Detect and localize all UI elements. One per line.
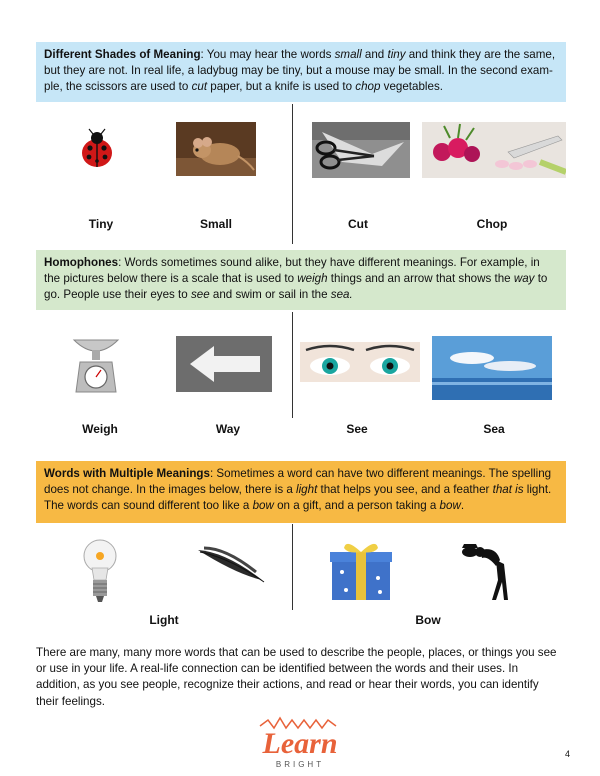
text-segment: sea. — [330, 288, 353, 302]
text-segment: : Sometimes a word can have two different meanings. The spelling does not change. In the images below, there is a — [44, 467, 552, 497]
text-segment: things and an arrow that shows the — [327, 272, 514, 286]
text-segment: small — [334, 48, 362, 61]
mouse-image — [176, 122, 256, 176]
text-segment: and — [361, 48, 388, 61]
text-segment: and swim or sail in the — [209, 288, 331, 302]
text-segment: : Words sometimes sound alike, but they have different meanings. For example, in the pictures below there is a scale that is used to — [44, 256, 540, 286]
radishes-knife-image — [422, 122, 566, 178]
section-heading: Different Shades of Meaning — [44, 48, 201, 61]
text-segment: on a gift, and a person taking a — [273, 499, 440, 513]
divider — [292, 104, 293, 244]
kitchen-scale-image — [70, 332, 122, 394]
label-tiny: Tiny — [88, 217, 114, 231]
text-segment: bow — [439, 499, 461, 513]
label-cut: Cut — [348, 217, 368, 231]
text-segment: light. The words can sound different too like a — [44, 483, 552, 513]
section-heading: Words with Multiple Meanings — [44, 467, 210, 480]
multiple-meanings-box — [36, 461, 566, 523]
label-sea: Sea — [483, 422, 505, 436]
text-segment: that is — [492, 483, 524, 497]
divider — [292, 312, 293, 418]
text-segment: see — [190, 288, 210, 302]
text-segment: . — [460, 499, 465, 513]
eyes-image — [300, 342, 420, 382]
label-bow: Bow — [415, 613, 441, 627]
label-see: See — [346, 422, 368, 436]
closing-paragraph: There are many, many more words that can be used to describe the people, places, or things you see or use in your life. A real-life connection can be identified between the words and their uses. In addition, as you see people, recognize their actions, and read or hear their words, you can identify their feelings. — [36, 646, 557, 708]
shades-of-meaning-box — [36, 42, 566, 102]
text-segment: cut — [191, 80, 208, 94]
bowing-man-image — [456, 536, 510, 602]
text-segment: chop — [355, 80, 381, 94]
logo-word: Learn — [262, 727, 338, 760]
label-small: Small — [199, 217, 232, 231]
text-segment: and think they are the same, but they are not. In real life, a ladybug may be tiny, but a mouse may be small. In the second exam-ple, the scissors are used to — [44, 48, 556, 94]
homophones-box — [36, 250, 566, 310]
label-way: Way — [215, 422, 241, 436]
text-segment: way — [513, 272, 535, 286]
text-segment: to go. People use their eyes to — [44, 272, 548, 302]
page-number: 4 — [565, 749, 571, 759]
divider — [292, 524, 293, 610]
feather-image — [196, 544, 266, 584]
label-light: Light — [149, 613, 179, 627]
sea-image — [432, 336, 552, 400]
text-segment: weigh — [297, 272, 328, 286]
ladybug-image — [74, 126, 120, 172]
text-segment: : You may hear the words — [200, 48, 335, 61]
gift-box-image — [326, 538, 396, 602]
scissors-image — [312, 122, 410, 178]
text-segment: vegetables. — [380, 80, 443, 94]
text-segment: light — [296, 483, 318, 497]
arrow-image — [176, 336, 272, 392]
label-weigh: Weigh — [82, 422, 118, 436]
text-segment: paper, but a knife is used to — [207, 80, 356, 94]
label-chop: Chop — [476, 217, 508, 231]
section-heading: Homophones — [44, 256, 119, 269]
learn-bright-logo — [240, 716, 360, 770]
text-segment: tiny — [387, 48, 406, 61]
text-segment: bow — [252, 499, 274, 513]
logo-sub: BRIGHT — [275, 760, 325, 769]
text-segment: that helps you see, and a feather — [317, 483, 493, 497]
light-bulb-image — [82, 536, 118, 606]
